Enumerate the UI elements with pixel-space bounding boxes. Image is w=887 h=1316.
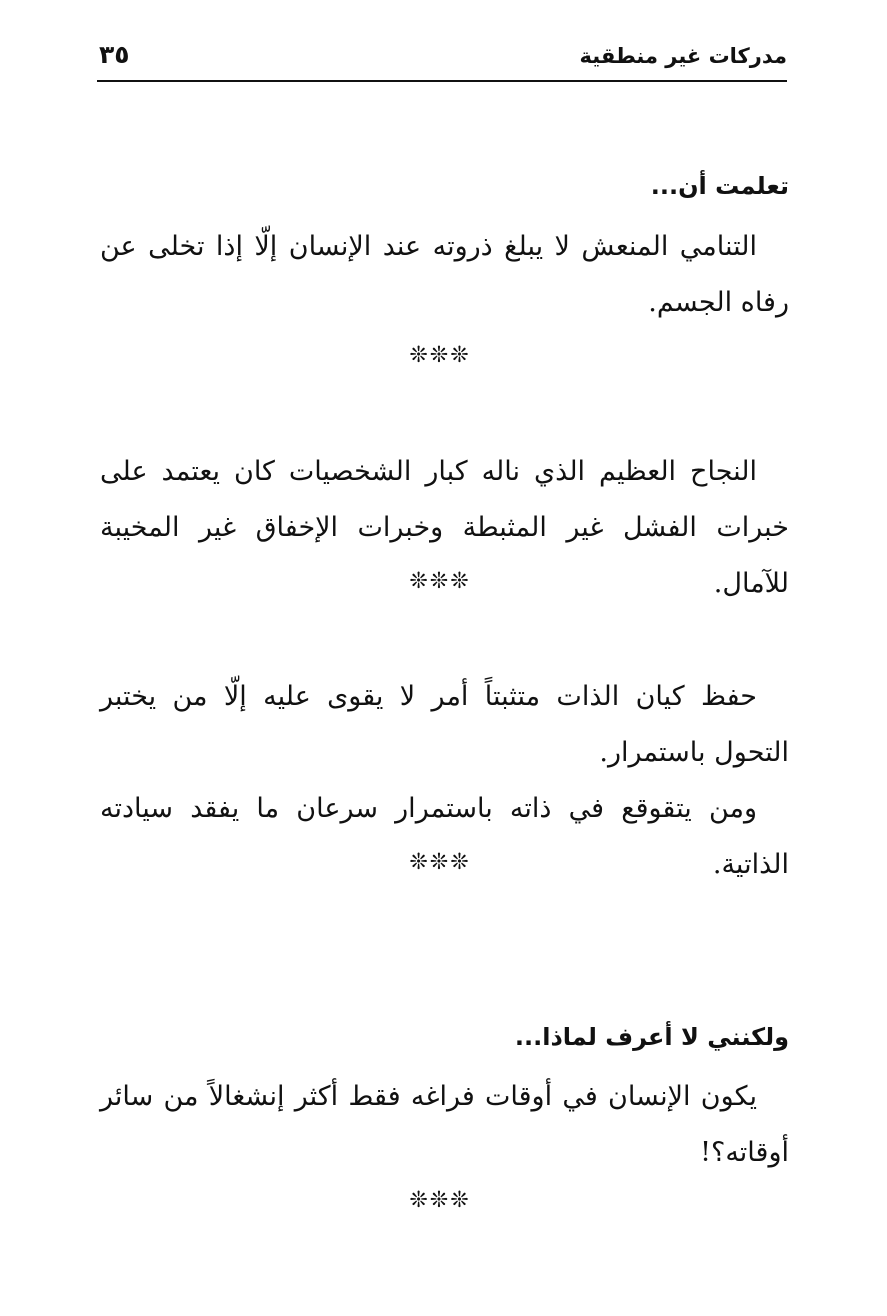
paragraph: يكون الإنسان في أوقات فراغه فقط أكثر إنشغالاً من سائر أوقاته؟!: [100, 1081, 789, 1168]
section-separator: ❊❊❊: [409, 569, 471, 594]
section-separator: ❊❊❊: [409, 850, 471, 875]
paragraph: التنامي المنعش لا يبلغ ذروته عند الإنسان إلّا إذا تخلى عن رفاه الجسم.: [100, 231, 789, 318]
paragraph: حفظ كيان الذات متثبتاً أمر لا يقوى عليه إلّا من يختبر التحول باستمرار.: [100, 681, 789, 768]
page-number: ٣٥: [99, 40, 130, 69]
running-title: مدركات غير منطقية: [579, 44, 787, 68]
running-header: [97, 36, 787, 82]
section-separator: ❊❊❊: [409, 1188, 471, 1213]
paragraph: ومن يتقوقع في ذاته باستمرار سرعان ما يفقد سيادته الذاتية.: [100, 793, 789, 880]
section-separator: ❊❊❊: [409, 343, 471, 368]
section-heading: ولكنني لا أعرف لماذا...: [514, 1023, 789, 1051]
section-heading: تعلمت أن...: [650, 172, 789, 200]
paragraph: النجاح العظيم الذي ناله كبار الشخصيات كان يعتمد على خبرات الفشل غير المثبطة وخبرات الإخفاق غير المخيبة للآمال.: [100, 456, 789, 599]
